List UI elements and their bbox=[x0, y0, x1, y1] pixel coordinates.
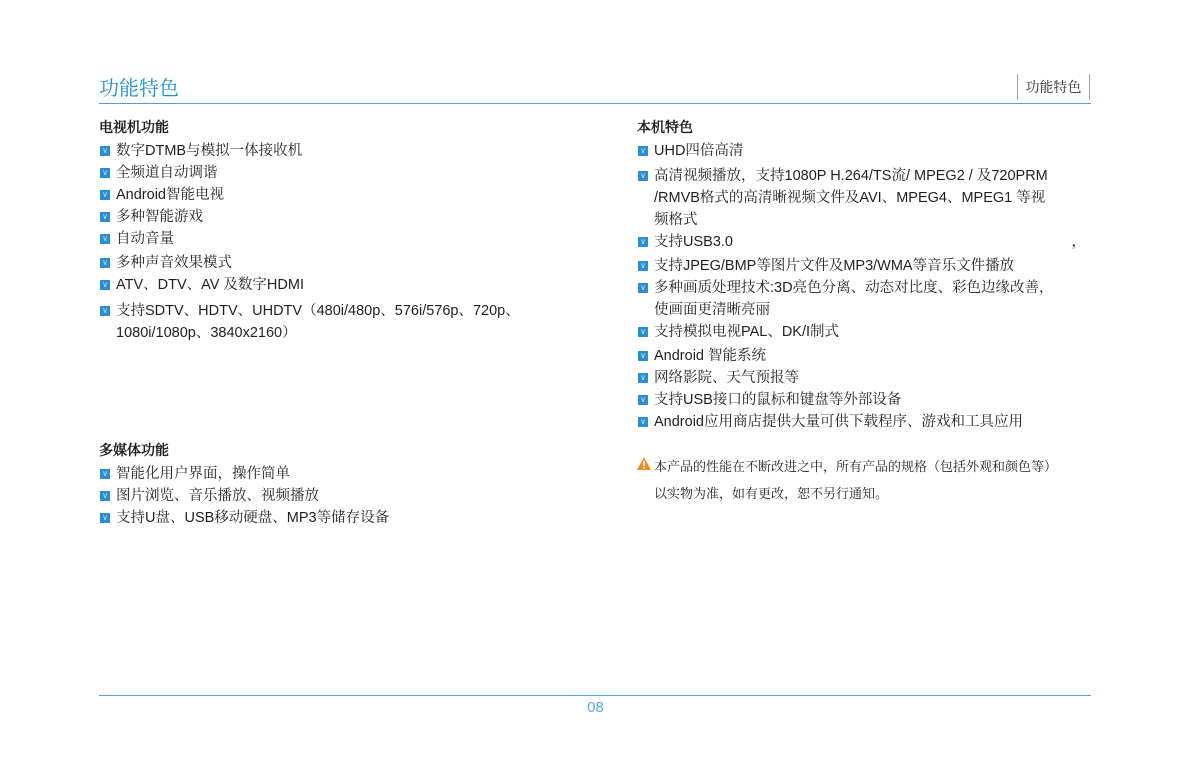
list-item: ∨ 多种智能游戏 bbox=[99, 206, 520, 228]
square-bullet-icon: ∨ bbox=[638, 171, 648, 181]
square-bullet-icon: ∨ bbox=[638, 417, 648, 427]
list-item: ∨ Android智能电视 bbox=[99, 184, 520, 206]
square-bullet-icon: ∨ bbox=[100, 212, 110, 222]
notice-line: 本产品的性能在不断改进之中，所有产品的规格（包括外观和颜色等） bbox=[654, 459, 1058, 474]
stray-comma: ， bbox=[1071, 234, 1086, 250]
list-item: ∨ UHD四倍高清 bbox=[637, 140, 1092, 162]
square-bullet-icon: ∨ bbox=[100, 146, 110, 156]
list-item: ∨ 支持模拟电视PAL、DK/I制式 bbox=[637, 321, 1092, 343]
footer-divider bbox=[99, 695, 1091, 696]
list-item: ∨ 图片浏览、音乐播放、视频播放 bbox=[99, 485, 389, 507]
notice bbox=[637, 453, 1092, 507]
list-item: ∨ 数字DTMB与模拟一体接收机 bbox=[99, 140, 520, 162]
product-features-section bbox=[637, 118, 1092, 433]
square-bullet-icon: ∨ bbox=[100, 306, 110, 316]
square-bullet-icon: ∨ bbox=[638, 327, 648, 337]
list-item: ∨ 支持SDTV、HDTV、UHDTV（480i/480p、576i/576p、720p、 bbox=[99, 300, 520, 322]
square-bullet-icon: ∨ bbox=[100, 258, 110, 268]
warning-triangle-icon bbox=[637, 457, 651, 470]
list-item: ∨ 多种声音效果模式 bbox=[99, 252, 520, 274]
square-bullet-icon: ∨ bbox=[100, 168, 110, 178]
square-bullet-icon: ∨ bbox=[638, 351, 648, 361]
section-title: 本机特色 bbox=[637, 119, 693, 135]
multimedia-functions-section bbox=[99, 441, 389, 529]
list-item-continuation: 频格式 bbox=[654, 212, 698, 228]
tv-functions-section bbox=[99, 118, 520, 344]
list-item: ∨ 多种画质处理技术:3D亮色分离、动态对比度、彩色边缘改善， bbox=[637, 277, 1092, 299]
square-bullet-icon: ∨ bbox=[638, 146, 648, 156]
square-bullet-icon: ∨ bbox=[638, 395, 648, 405]
square-bullet-icon: ∨ bbox=[100, 469, 110, 479]
list-item: ∨ 智能化用户界面，操作简单 bbox=[99, 463, 389, 485]
square-bullet-icon: ∨ bbox=[100, 234, 110, 244]
header-divider bbox=[99, 103, 1091, 104]
section-title: 电视机功能 bbox=[99, 119, 169, 135]
list-item-continuation: 1080i/1080p、3840x2160） bbox=[116, 325, 297, 341]
square-bullet-icon: ∨ bbox=[638, 373, 648, 383]
list-item: ∨ 支持U盘、USB移动硬盘、MP3等储存设备 bbox=[99, 507, 389, 529]
square-bullet-icon: ∨ bbox=[100, 280, 110, 290]
list-item: ∨ 高清视频播放，支持1080P H.264/TS流/ MPEG2 / 及720PRM bbox=[637, 165, 1092, 187]
square-bullet-icon: ∨ bbox=[100, 190, 110, 200]
list-item: ∨ Android应用商店提供大量可供下载程序、游戏和工具应用 bbox=[637, 411, 1092, 433]
square-bullet-icon: ∨ bbox=[638, 261, 648, 271]
list-item: ∨ 支持JPEG/BMP等图片文件及MP3/WMA等音乐文件播放 bbox=[637, 255, 1092, 277]
square-bullet-icon: ∨ bbox=[100, 513, 110, 523]
list-item: ∨ 全频道自动调谐 bbox=[99, 162, 520, 184]
list-item: ∨ 自动音量 bbox=[99, 228, 520, 250]
list-item-continuation: 使画面更清晰亮丽 bbox=[654, 302, 770, 318]
section-title: 多媒体功能 bbox=[99, 442, 169, 458]
list-item: ∨ Android 智能系统 bbox=[637, 345, 1092, 367]
list-item-continuation: /RMVB格式的高清晰视频文件及AVI、MPEG4、MPEG1 等视 bbox=[654, 190, 1046, 206]
header-section-tab: 功能特色 bbox=[1017, 74, 1090, 100]
page-title: 功能特色 bbox=[99, 78, 179, 100]
square-bullet-icon: ∨ bbox=[638, 283, 648, 293]
list-item: ∨ 支持USB3.0 ， bbox=[637, 231, 1092, 253]
notice-line: 以实物为准，如有更改，恕不另行通知。 bbox=[654, 486, 889, 501]
list-item: ∨ 支持USB接口的鼠标和键盘等外部设备 bbox=[637, 389, 1092, 411]
page-number: 08 bbox=[587, 699, 604, 716]
list-item: ∨ 网络影院、天气预报等 bbox=[637, 367, 1092, 389]
square-bullet-icon: ∨ bbox=[638, 237, 648, 247]
square-bullet-icon: ∨ bbox=[100, 491, 110, 501]
list-item: ∨ ATV、DTV、AV 及数字HDMI bbox=[99, 274, 520, 296]
